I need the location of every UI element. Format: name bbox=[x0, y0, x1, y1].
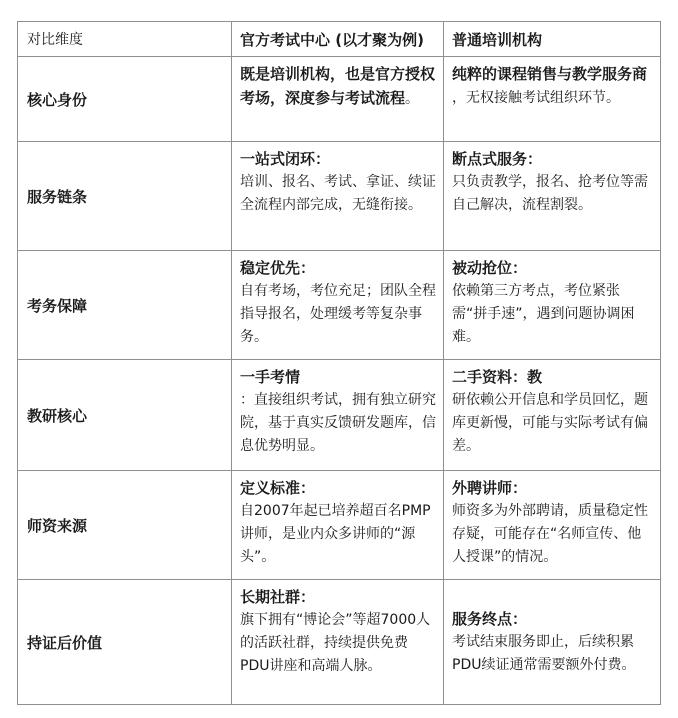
ordinary-cell bbox=[444, 360, 661, 471]
official-cell bbox=[232, 251, 444, 360]
ordinary-cell bbox=[444, 471, 661, 580]
header-dimension: 对比维度 bbox=[18, 22, 232, 57]
official-body: 自2007年起已培养超百名PMP讲师，是业内众多讲师的“源头”。 bbox=[240, 503, 431, 565]
header-ordinary: 普通培训机构 bbox=[444, 22, 661, 57]
ordinary-body: 考试结束服务即止，后续积累PDU续证通常需要额外付费。 bbox=[452, 633, 636, 673]
ordinary-cell bbox=[444, 57, 661, 142]
official-title: 既是培训机构，也是官方授权考场，深度参与考试流程 bbox=[240, 65, 436, 107]
official-cell bbox=[232, 580, 444, 705]
ordinary-title: 外聘讲师： bbox=[452, 479, 528, 497]
comparison-table bbox=[17, 21, 661, 705]
ordinary-body: 只负责教学，报名、抢考位等需自己解决，流程割裂。 bbox=[452, 174, 648, 213]
table-row bbox=[18, 471, 661, 580]
ordinary-title: 二手资料：教 bbox=[452, 368, 543, 386]
official-body: ：直接组织考试，拥有独立研究院，基于真实反馈研发题库，信息优势明显。 bbox=[240, 392, 436, 454]
row-dimension: 持证后价值 bbox=[18, 580, 232, 705]
official-cell bbox=[232, 471, 444, 580]
row-dimension: 核心身份 bbox=[18, 57, 232, 142]
header-official: 官方考试中心 (以才聚为例) bbox=[232, 22, 444, 57]
official-cell bbox=[232, 142, 444, 251]
table-row bbox=[18, 580, 661, 705]
official-body: 自有考场，考位充足；团队全程指导报名，处理缓考等复杂事务。 bbox=[240, 283, 436, 345]
official-title: 稳定优先： bbox=[240, 259, 316, 277]
official-cell bbox=[232, 57, 444, 142]
ordinary-title: 服务终点： bbox=[452, 609, 528, 628]
row-dimension: 教研核心 bbox=[18, 360, 232, 471]
row-dimension: 服务链条 bbox=[18, 142, 232, 251]
table-row bbox=[18, 251, 661, 360]
table-row bbox=[18, 142, 661, 251]
official-title: 一站式闭环： bbox=[240, 150, 331, 168]
ordinary-body: ，无权接触考试组织环节。 bbox=[452, 90, 620, 106]
comparison-table-wrapper bbox=[17, 21, 661, 705]
ordinary-cell bbox=[444, 142, 661, 251]
ordinary-cell bbox=[444, 251, 661, 360]
official-title: 一手考情 bbox=[240, 368, 301, 386]
table-header-row bbox=[18, 22, 661, 57]
official-body: 旗下拥有“博论会”等超7000人的活跃社群，持续提供免费PDU讲座和高端人脉。 bbox=[240, 612, 431, 674]
official-body: 培训、报名、考试、拿证、续证全流程内部完成，无缝衔接。 bbox=[240, 174, 436, 213]
official-title: 定义标准： bbox=[240, 479, 316, 497]
ordinary-body: 依赖第三方考点，考位紧张需“拼手速”，遇到问题协调困难。 bbox=[452, 283, 635, 345]
table-row bbox=[18, 360, 661, 471]
official-body: 。 bbox=[405, 91, 420, 107]
official-title: 长期社群： bbox=[240, 588, 316, 606]
row-dimension: 考务保障 bbox=[18, 251, 232, 360]
official-cell bbox=[232, 360, 444, 471]
row-dimension: 师资来源 bbox=[18, 471, 232, 580]
ordinary-cell bbox=[444, 580, 661, 705]
ordinary-title: 纯粹的课程销售与教学服务商 bbox=[452, 65, 648, 83]
table-row bbox=[18, 57, 661, 142]
ordinary-body: 研依赖公开信息和学员回忆，题库更新慢，可能与实际考试有偏差。 bbox=[452, 392, 648, 454]
ordinary-body: 师资多为外部聘请，质量稳定性存疑，可能存在“名师宣传、他人授课”的情况。 bbox=[452, 503, 648, 565]
ordinary-title: 断点式服务： bbox=[452, 150, 543, 168]
ordinary-title: 被动抢位： bbox=[452, 259, 528, 277]
